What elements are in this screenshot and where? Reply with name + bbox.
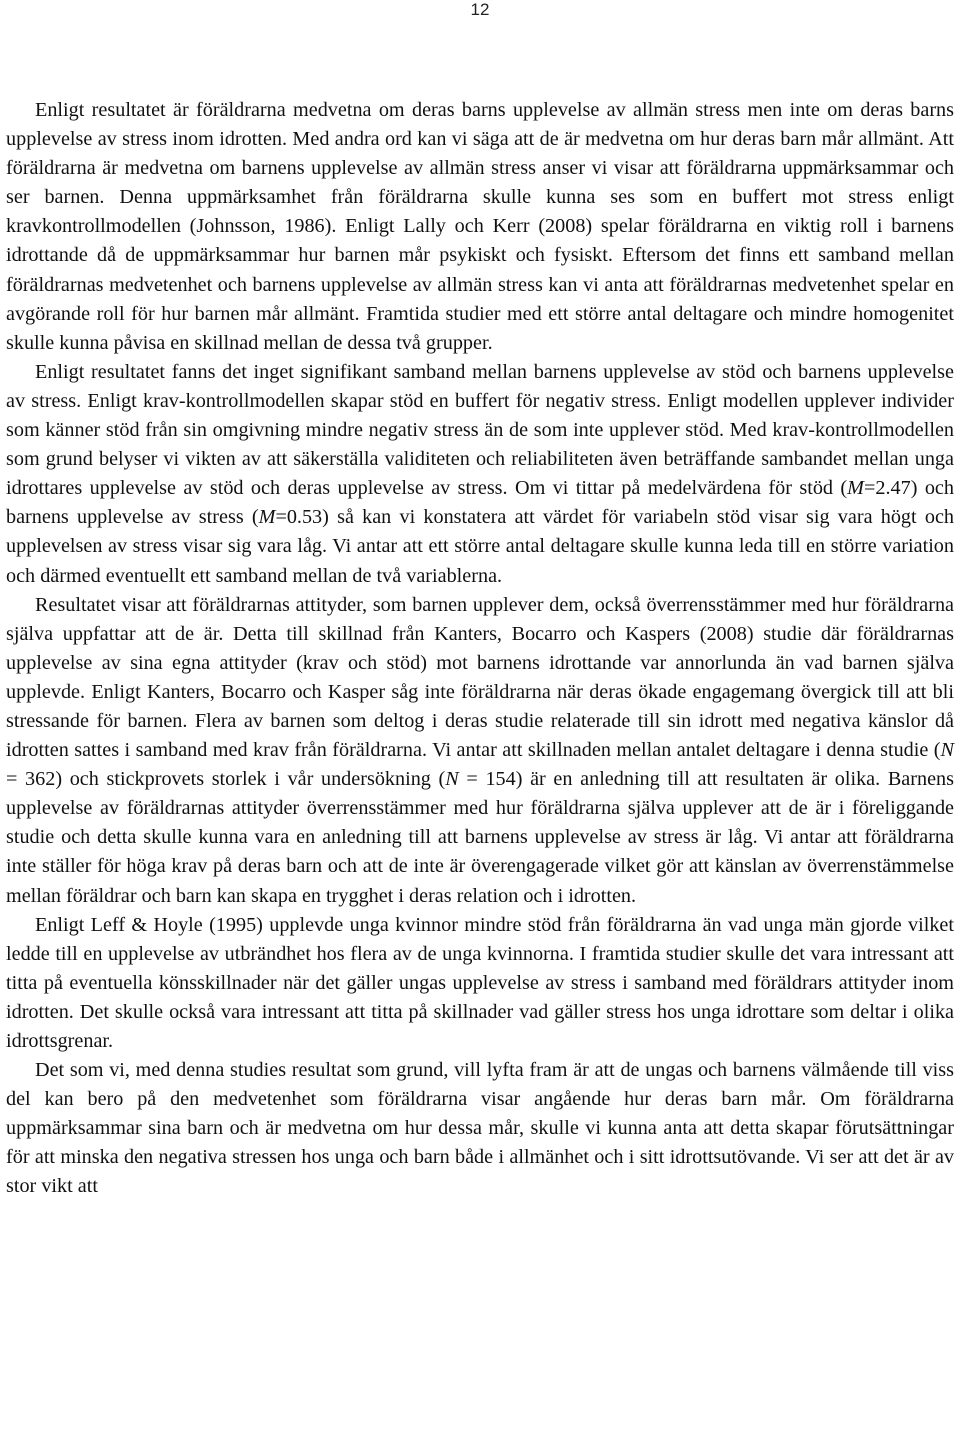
text-segment: =0.53) så kan vi konstatera att värdet för variabeln stöd visar sig vara högt och upplevelsen av stress visar sig vara låg. Vi antar att ett större antal deltagare skulle kunna leda till en större variation och därmed eventuellt ett samband mellan de två variablerna. — [6, 506, 954, 587]
text-segment: Enligt resultatet fanns det inget signifikant samband mellan barnens upplevelse av stöd och barnens upplevelse av stress. Enligt krav-kontrollmodellen skapar stöd en buffert för negativ stress. Enligt modellen upplever individer som känner stöd från sin omgivning mindre negativ stress än de som inte upplever stöd. Med krav-kontrollmodellen som grund belyser vi vikten av att säkerställa validiteten och reliabiliteten även beträffande sambandet mellan unga idrottares upplevelse av stöd och deras upplevelse av stress. Om vi tittar på medelvärdena för stöd ( — [6, 360, 954, 500]
text-segment: Det som vi, med denna studies resultat som grund, vill lyfta fram är att de ungas och barnens välmående till viss del kan bero på den medvetenhet som föräldrarna visar angående hur deras barn mår. Om föräldrarna uppmärksammar sina barn och är medvetna om hur dessa mår, skulle vi kunna anta att detta skapar förutsättningar för att minska den negativa stressen hos unga och barn både i allmänhet och i sitt idrottsutövande. Vi ser att det är av stor vikt att — [6, 1059, 954, 1198]
text-segment: Enligt resultatet är föräldrarna medvetna om deras barns upplevelse av allmän stress men inte om deras barns upplevelse av stress inom idrotten. Med andra ord kan vi säga att de är medvetna om hur deras barn mår allmänt. Att föräldrarna är medvetna om barnens upplevelse av allmän stress anser vi visar att föräldrarna uppmärksammar och ser barnen. Denna uppmärksamhet från föräldrarna skulle kunna ses som en buffert mot stress enligt kravkontrollmodellen (Johnsson, 1986). Enligt Lally och Kerr (2008) spelar föräldrarna en viktig roll i barnens idrottande då de uppmärksammar hur barnen mår psykiskt och fysiskt. Eftersom det finns ett samband mellan föräldrarnas medvetenhet och barnens upplevelse av allmän stress kan vi anta att föräldrarnas medvetenhet spelar en avgörande roll för hur barnen mår allmänt. Framtida studier med ett större antal deltagare och mindre homogenitet skulle kunna påvisa en skillnad mellan de dessa två grupper. — [6, 99, 954, 354]
paragraph — [6, 911, 954, 1056]
paragraph — [6, 1056, 954, 1201]
italic-symbol: M — [258, 506, 276, 529]
text-segment: = 362) och stickprovets storlek i vår undersökning ( — [6, 768, 446, 791]
italic-symbol: M — [847, 477, 864, 500]
text-segment: =2.47) och barnens upplevelse av stress ( — [6, 477, 954, 529]
text-segment: Enligt Leff & Hoyle (1995) upplevde unga kvinnor mindre stöd från föräldrarna än vad unga män gjorde vilket ledde till en upplevelse av utbrändhet hos flera av de unga kvinnorna. I framtida studier skulle det vara intressant att titta på eventuella könsskillnader när det gäller ungas upplevelse av stress i samband med föräldrars attityder inom idrotten. Det skulle också vara intressant att titta på skillnader vad gäller stress hos unga idrottare som deltar i olika idrottsgrenar. — [6, 913, 954, 1052]
paragraph — [6, 591, 954, 911]
paragraph — [6, 96, 954, 358]
text-segment: Resultatet visar att föräldrarnas attityder, som barnen upplever dem, också överrensstämmer med hur föräldrarna själva uppfattar att de är. Detta till skillnad från Kanters, Bocarro och Kaspers (2008) studie där föräldrarnas upplevelse av sina egna attityder (krav och stöd) mot barnens idrottande var annorlunda än vad barnen själva upplevde. Enligt Kanters, Bocarro och Kasper såg inte föräldrarna när deras ökade engagemang övergick till att bli stressande för barnen. Flera av barnen som deltog i deras studie relaterade till sin idrott med negativa känslor då idrotten sattes i samband med krav från föräldrarna. Vi antar att skillnaden mellan antalet deltagare i denna studie ( — [6, 593, 954, 762]
page-number: 12 — [470, 0, 490, 19]
text-segment: = 154) är en anledning till att resultaten är olika. Barnens upplevelse av föräldrarnas attityder överrensstämmer med hur föräldrarna själva upplever att de är i föreliggande studie och detta skulle kunna vara en anledning till att barnens upplevelse av stress är låg. Vi antar att föräldrarna inte ställer för höga krav på deras barn och att de inte är överengagerade vilket gör att känslan av överrenstämmelse mellan föräldrar och barn kan skapa en trygghet i deras relation och i idrotten. — [6, 768, 954, 907]
italic-symbol: N — [940, 739, 954, 762]
italic-symbol: N — [445, 768, 459, 791]
paragraph — [6, 358, 954, 591]
body-text — [6, 96, 954, 1202]
